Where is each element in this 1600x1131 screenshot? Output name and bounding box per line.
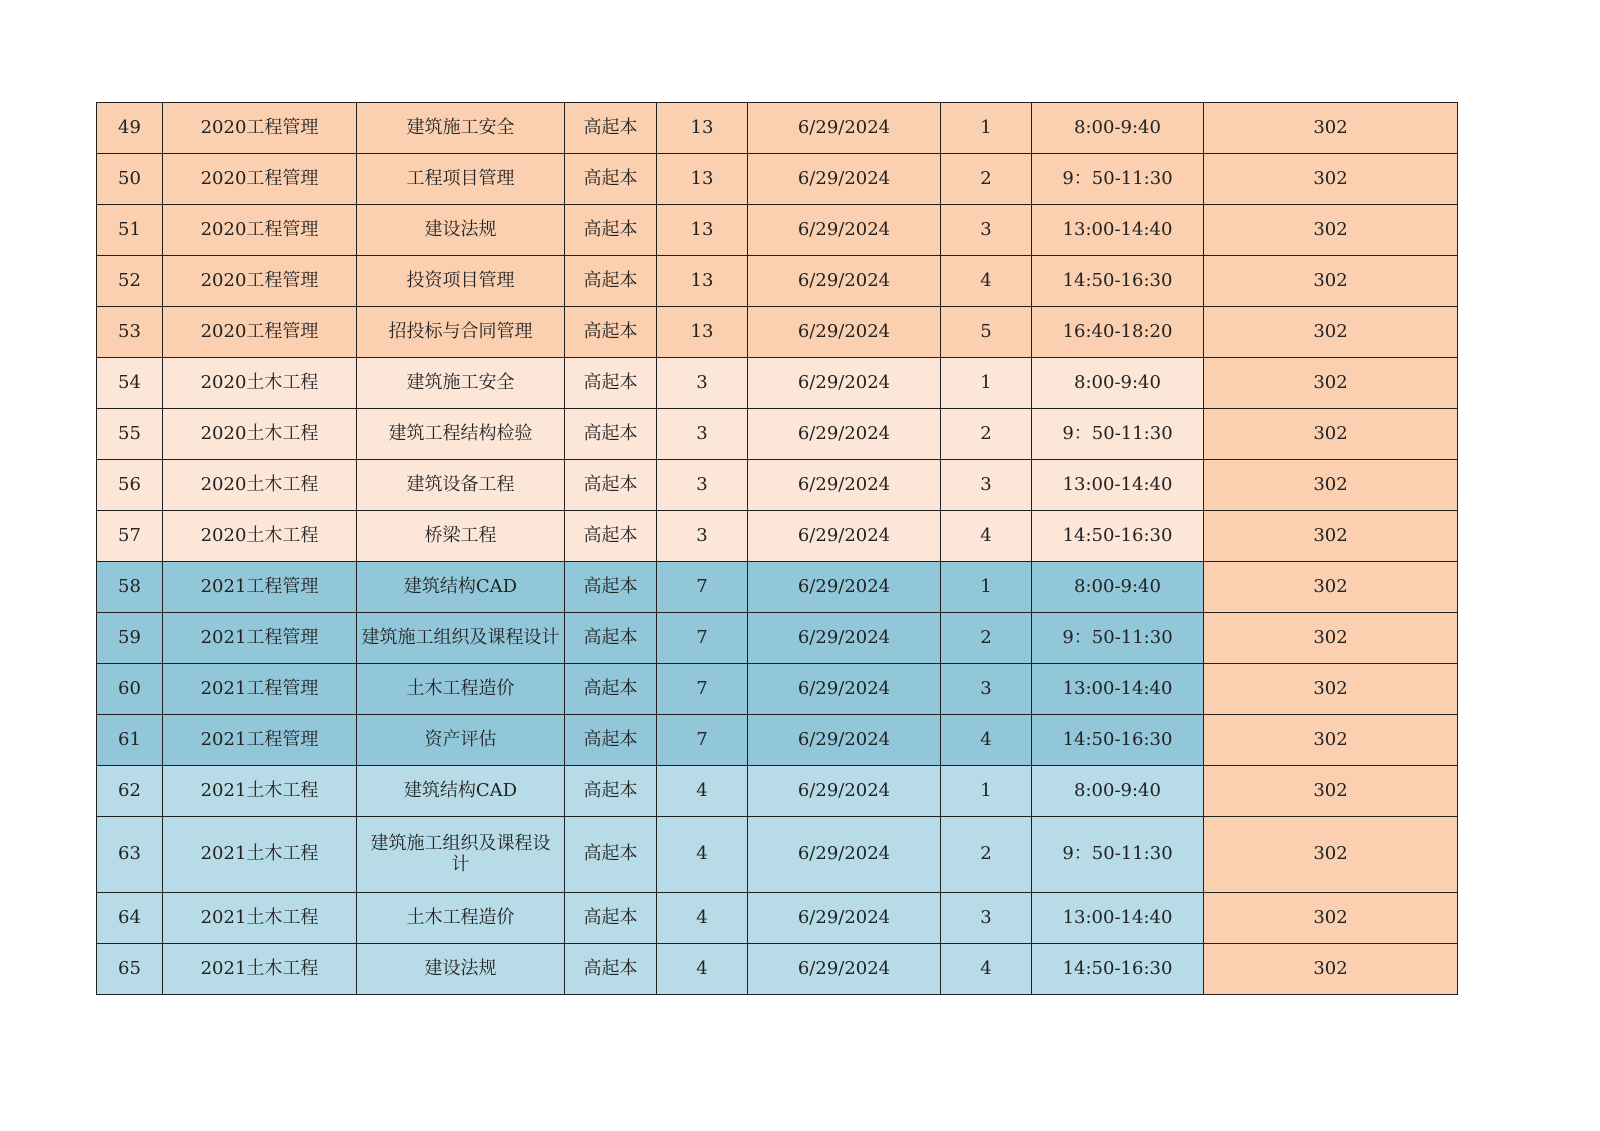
room-cell: 302 — [1204, 103, 1458, 154]
course-cell: 桥梁工程 — [357, 511, 565, 562]
course-cell: 建筑施工安全 — [357, 103, 565, 154]
date-cell: 6/29/2024 — [748, 715, 941, 766]
row-number-cell: 52 — [97, 256, 163, 307]
table-row — [97, 944, 1458, 995]
level-cell: 高起本 — [565, 893, 657, 944]
table-row — [97, 205, 1458, 256]
date-cell: 6/29/2024 — [748, 256, 941, 307]
date-cell: 6/29/2024 — [748, 944, 941, 995]
room-cell: 302 — [1204, 256, 1458, 307]
row-number-cell: 50 — [97, 154, 163, 205]
room-cell: 302 — [1204, 562, 1458, 613]
level-cell: 高起本 — [565, 511, 657, 562]
level-cell: 高起本 — [565, 358, 657, 409]
course-cell: 建筑施工安全 — [357, 358, 565, 409]
row-number-cell: 64 — [97, 893, 163, 944]
session-cell: 4 — [941, 511, 1032, 562]
room-cell: 302 — [1204, 460, 1458, 511]
level-cell: 高起本 — [565, 307, 657, 358]
course-cell: 土木工程造价 — [357, 664, 565, 715]
time-cell: 13:00-14:40 — [1032, 460, 1204, 511]
table-row — [97, 817, 1458, 893]
class-cell: 2021工程管理 — [163, 562, 357, 613]
date-cell: 6/29/2024 — [748, 154, 941, 205]
date-cell: 6/29/2024 — [748, 664, 941, 715]
date-cell: 6/29/2024 — [748, 613, 941, 664]
room-cell: 302 — [1204, 715, 1458, 766]
level-cell: 高起本 — [565, 715, 657, 766]
session-cell: 4 — [941, 944, 1032, 995]
student-count-cell: 7 — [657, 613, 748, 664]
table-row — [97, 256, 1458, 307]
student-count-cell: 13 — [657, 307, 748, 358]
course-cell: 招投标与合同管理 — [357, 307, 565, 358]
course-cell: 土木工程造价 — [357, 893, 565, 944]
session-cell: 5 — [941, 307, 1032, 358]
student-count-cell: 3 — [657, 409, 748, 460]
row-number-cell: 49 — [97, 103, 163, 154]
class-cell: 2021土木工程 — [163, 766, 357, 817]
exam-schedule-table — [96, 102, 1458, 995]
time-cell: 8:00-9:40 — [1032, 562, 1204, 613]
level-cell: 高起本 — [565, 103, 657, 154]
room-cell: 302 — [1204, 511, 1458, 562]
row-number-cell: 63 — [97, 817, 163, 893]
student-count-cell: 13 — [657, 103, 748, 154]
row-number-cell: 62 — [97, 766, 163, 817]
student-count-cell: 4 — [657, 766, 748, 817]
row-number-cell: 59 — [97, 613, 163, 664]
row-number-cell: 54 — [97, 358, 163, 409]
time-cell: 9：50-11:30 — [1032, 817, 1204, 893]
time-cell: 9：50-11:30 — [1032, 154, 1204, 205]
date-cell: 6/29/2024 — [748, 460, 941, 511]
exam-schedule-sheet — [96, 102, 1456, 995]
date-cell: 6/29/2024 — [748, 511, 941, 562]
course-cell: 建设法规 — [357, 944, 565, 995]
class-cell: 2020土木工程 — [163, 460, 357, 511]
date-cell: 6/29/2024 — [748, 893, 941, 944]
session-cell: 2 — [941, 817, 1032, 893]
session-cell: 3 — [941, 205, 1032, 256]
class-cell: 2020土木工程 — [163, 409, 357, 460]
level-cell: 高起本 — [565, 664, 657, 715]
student-count-cell: 4 — [657, 944, 748, 995]
class-cell: 2020工程管理 — [163, 205, 357, 256]
row-number-cell: 55 — [97, 409, 163, 460]
date-cell: 6/29/2024 — [748, 766, 941, 817]
time-cell: 14:50-16:30 — [1032, 944, 1204, 995]
table-row — [97, 715, 1458, 766]
table-row — [97, 409, 1458, 460]
level-cell: 高起本 — [565, 613, 657, 664]
table-row — [97, 103, 1458, 154]
course-cell: 建筑结构CAD — [357, 562, 565, 613]
class-cell: 2021土木工程 — [163, 893, 357, 944]
date-cell: 6/29/2024 — [748, 562, 941, 613]
course-cell: 资产评估 — [357, 715, 565, 766]
table-row — [97, 562, 1458, 613]
session-cell: 1 — [941, 766, 1032, 817]
student-count-cell: 3 — [657, 358, 748, 409]
student-count-cell: 13 — [657, 256, 748, 307]
row-number-cell: 61 — [97, 715, 163, 766]
time-cell: 8:00-9:40 — [1032, 103, 1204, 154]
course-cell: 建筑结构CAD — [357, 766, 565, 817]
session-cell: 4 — [941, 256, 1032, 307]
course-cell: 建设法规 — [357, 205, 565, 256]
class-cell: 2021土木工程 — [163, 817, 357, 893]
student-count-cell: 13 — [657, 154, 748, 205]
table-row — [97, 307, 1458, 358]
class-cell: 2021工程管理 — [163, 715, 357, 766]
row-number-cell: 57 — [97, 511, 163, 562]
class-cell: 2020工程管理 — [163, 103, 357, 154]
date-cell: 6/29/2024 — [748, 205, 941, 256]
date-cell: 6/29/2024 — [748, 817, 941, 893]
time-cell: 14:50-16:30 — [1032, 715, 1204, 766]
row-number-cell: 56 — [97, 460, 163, 511]
room-cell: 302 — [1204, 205, 1458, 256]
table-row — [97, 511, 1458, 562]
room-cell: 302 — [1204, 664, 1458, 715]
student-count-cell: 4 — [657, 817, 748, 893]
class-cell: 2020土木工程 — [163, 358, 357, 409]
session-cell: 2 — [941, 613, 1032, 664]
course-cell: 建筑施工组织及课程设计 — [357, 613, 565, 664]
level-cell: 高起本 — [565, 205, 657, 256]
session-cell: 4 — [941, 715, 1032, 766]
level-cell: 高起本 — [565, 944, 657, 995]
room-cell: 302 — [1204, 613, 1458, 664]
level-cell: 高起本 — [565, 766, 657, 817]
class-cell: 2021工程管理 — [163, 613, 357, 664]
session-cell: 1 — [941, 103, 1032, 154]
table-row — [97, 613, 1458, 664]
session-cell: 3 — [941, 664, 1032, 715]
session-cell: 1 — [941, 358, 1032, 409]
time-cell: 9：50-11:30 — [1032, 613, 1204, 664]
row-number-cell: 53 — [97, 307, 163, 358]
course-cell: 建筑施工组织及课程设计 — [357, 817, 565, 893]
row-number-cell: 65 — [97, 944, 163, 995]
time-cell: 16:40-18:20 — [1032, 307, 1204, 358]
class-cell: 2020工程管理 — [163, 307, 357, 358]
level-cell: 高起本 — [565, 154, 657, 205]
room-cell: 302 — [1204, 307, 1458, 358]
student-count-cell: 4 — [657, 893, 748, 944]
session-cell: 3 — [941, 460, 1032, 511]
room-cell: 302 — [1204, 154, 1458, 205]
date-cell: 6/29/2024 — [748, 103, 941, 154]
student-count-cell: 7 — [657, 664, 748, 715]
time-cell: 14:50-16:30 — [1032, 511, 1204, 562]
level-cell: 高起本 — [565, 409, 657, 460]
table-row — [97, 766, 1458, 817]
time-cell: 13:00-14:40 — [1032, 664, 1204, 715]
time-cell: 14:50-16:30 — [1032, 256, 1204, 307]
course-cell: 投资项目管理 — [357, 256, 565, 307]
table-row — [97, 358, 1458, 409]
row-number-cell: 60 — [97, 664, 163, 715]
student-count-cell: 13 — [657, 205, 748, 256]
table-row — [97, 664, 1458, 715]
student-count-cell: 7 — [657, 715, 748, 766]
level-cell: 高起本 — [565, 256, 657, 307]
row-number-cell: 51 — [97, 205, 163, 256]
class-cell: 2021工程管理 — [163, 664, 357, 715]
student-count-cell: 3 — [657, 511, 748, 562]
time-cell: 8:00-9:40 — [1032, 766, 1204, 817]
room-cell: 302 — [1204, 817, 1458, 893]
date-cell: 6/29/2024 — [748, 307, 941, 358]
table-row — [97, 154, 1458, 205]
room-cell: 302 — [1204, 893, 1458, 944]
class-cell: 2021土木工程 — [163, 944, 357, 995]
room-cell: 302 — [1204, 358, 1458, 409]
row-number-cell: 58 — [97, 562, 163, 613]
date-cell: 6/29/2024 — [748, 409, 941, 460]
date-cell: 6/29/2024 — [748, 358, 941, 409]
time-cell: 9：50-11:30 — [1032, 409, 1204, 460]
table-row — [97, 460, 1458, 511]
room-cell: 302 — [1204, 409, 1458, 460]
class-cell: 2020土木工程 — [163, 511, 357, 562]
room-cell: 302 — [1204, 766, 1458, 817]
session-cell: 2 — [941, 154, 1032, 205]
time-cell: 13:00-14:40 — [1032, 205, 1204, 256]
class-cell: 2020工程管理 — [163, 154, 357, 205]
course-cell: 建筑工程结构检验 — [357, 409, 565, 460]
level-cell: 高起本 — [565, 817, 657, 893]
session-cell: 3 — [941, 893, 1032, 944]
session-cell: 2 — [941, 409, 1032, 460]
class-cell: 2020工程管理 — [163, 256, 357, 307]
table-row — [97, 893, 1458, 944]
course-cell: 工程项目管理 — [357, 154, 565, 205]
level-cell: 高起本 — [565, 562, 657, 613]
level-cell: 高起本 — [565, 460, 657, 511]
course-cell: 建筑设备工程 — [357, 460, 565, 511]
session-cell: 1 — [941, 562, 1032, 613]
room-cell: 302 — [1204, 944, 1458, 995]
student-count-cell: 3 — [657, 460, 748, 511]
time-cell: 13:00-14:40 — [1032, 893, 1204, 944]
time-cell: 8:00-9:40 — [1032, 358, 1204, 409]
student-count-cell: 7 — [657, 562, 748, 613]
